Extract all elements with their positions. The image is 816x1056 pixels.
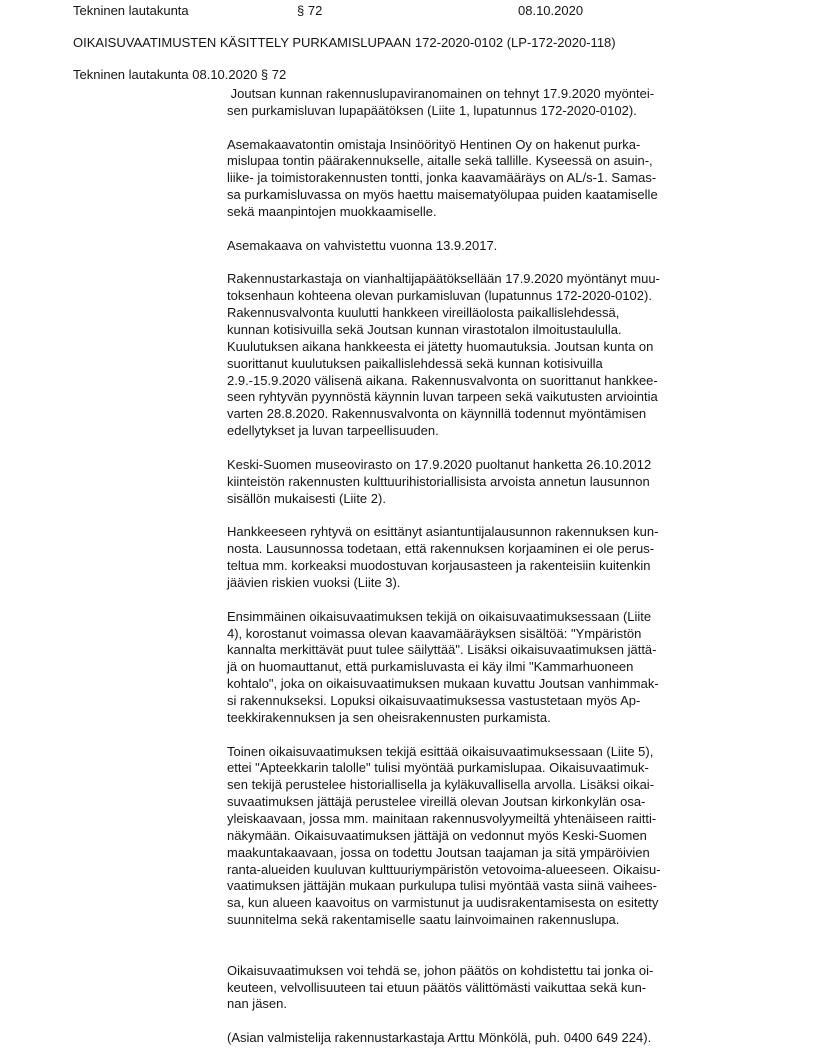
- body-paragraph: Asemakaava on vahvistettu vuonna 13.9.2017.: [227, 237, 498, 253]
- body-paragraph: Oikaisuvaatimuksen voi tehdä se, johon päätös on kohdistettu tai jonka oi- keuteen, velvollisuuteen tai etuun päätös välittömästi vaikuttaa sekä kun- nan jäsen.: [227, 962, 654, 1012]
- document-title: OIKAISUVAATIMUSTEN KÄSITTELY PURKAMISLUPAAN 172-2020-0102 (LP-172-2020-118): [73, 35, 616, 50]
- body-paragraph: Asemakaavatontin omistaja Insinöörityö Hentinen Oy on hakenut purka- mislupaa tontin päärakennukselle, aitalle sekä tallille. Kyseessä on asuin-, liike- ja toimistorakennusten tontti, jonka kaavamääräys on AL/s-1. Samas- sa purkamisluvassa on myös haettu maisematyölupaa puiden kaatamiselle sekä maanpintojen muokkaamiselle.: [227, 136, 658, 220]
- body-paragraph: Keski-Suomen museovirasto on 17.9.2020 puoltanut hanketta 26.10.2012 kiinteistön rakennusten kulttuurihistoriallisista arvoista annetun lausunnon sisällön mukaisesti (Liite 2).: [227, 456, 652, 506]
- body-paragraph-preparer-note: (Asian valmistelija rakennustarkastaja Arttu Mönkölä, puh. 0400 649 224).: [227, 1030, 652, 1046]
- body-paragraph: Toinen oikaisuvaatimuksen tekijä esittää oikaisuvaatimuksessaan (Liite 5), ettei "Apteekkarin talolle" tulisi myöntää purkamislupaa. Oikaisuvaatimuk- sen tekijä perustelee historiallisella ja kyläkuvallisella arvolla. Lisäksi oikai- suvaatimuksen jättäjä perustelee vireillä olevan Joutsan kirkonkylän osa- yleiskaavaan, jossa mm. mainitaan rakennusvolyymeiltä yhtenäiseen raitti- näkymään. Oikaisuvaatimuksen jättäjä on vedonnut myös Keski-Suomen maakuntakaavaan, jossa on todettu Joutsan taajaman ja sitä ympäröivien ranta-alueiden kuuluvan kulttuuriympäristön vetovoima-alueeseen. Oikaisu- vaatimuksen jättäjän mukaan purkulupa tulisi myöntää vasta siinä vaihees- sa, kun alueen kaavoitus on varmistunut ja uudisrakentamisesta on esitetty suunnitelma sekä rakentamiselle saatu lainvoimainen rakennuslupa.: [227, 743, 661, 928]
- committee-name: Tekninen lautakunta: [73, 3, 189, 18]
- document-body: [227, 86, 797, 1047]
- meeting-reference: Tekninen lautakunta 08.10.2020 § 72: [73, 67, 287, 82]
- body-paragraph: Joutsan kunnan rakennuslupaviranomainen on tehnyt 17.9.2020 myöntei- sen purkamisluvan lupapäätöksen (Liite 1, lupatunnus 172-2020-0102).: [227, 86, 655, 118]
- body-paragraph: Hankkeeseen ryhtyvä on esittänyt asiantuntijalausunnon rakennuksen kun- nosta. Lausunnossa todetaan, että rakennuksen korjaaminen ei ole perus- teltua mm. korkeaksi muodostuvan korjausasteen ja rakenteisiin kuitenkin jäävien riskien vuoksi (Liite 3).: [227, 524, 659, 590]
- body-paragraph: Ensimmäinen oikaisuvaatimuksen tekijä on oikaisuvaatimuksessaan (Liite 4), korostanut voimassa olevan kaavamääräyksen sisältöä: "Ympäristön kannalta merkittävät puut tulee säilyttää". Lisäksi oikaisuvaatimuksen jättä- jä on huomauttanut, että purkamisluvasta ei käy ilmi "Kammarhuoneen kohtalo", joka on oikaisuvaatimuksen mukaan kuvattu Joutsan vanhimmak- si rakennukseksi. Lopuksi oikaisuvaatimuksessa vastustetaan myös Ap- teekkirakennuksen ja sen oheisrakennusten purkamista.: [227, 608, 659, 725]
- section-number: § 72: [297, 3, 323, 18]
- body-paragraph: Rakennustarkastaja on vianhaltijapäätöksellään 17.9.2020 myöntänyt muu- toksenhaun kohteena olevan purkamisluvan (lupatunnus 172-2020-0102). Rakennusvalvonta kuulutti hankkeen vireilläolosta paikallislehdessä, kunnan kotisivuilla sekä Joutsan kunnan virastotalon ilmoitustaululla. Kuulutuksen aikana hankkeesta ei jätetty huomautuksia. Joutsan kunta on suorittanut kuulutuksen paikallislehdessä sekä kunnan kotisivuilla 2.9.-15.9.2020 välisenä aikana. Rakennusvalvonta on suorittanut hankkee- seen ryhtyvän pyynnöstä käynnin luvan tarpeen sekä vaikutusten arviointia varten 28.8.2020. Rakennusvalvonta on käynnillä todennut myöntämisen edellytykset ja luvan tarpeellisuuden.: [227, 271, 660, 439]
- meeting-date: 08.10.2020: [518, 3, 584, 18]
